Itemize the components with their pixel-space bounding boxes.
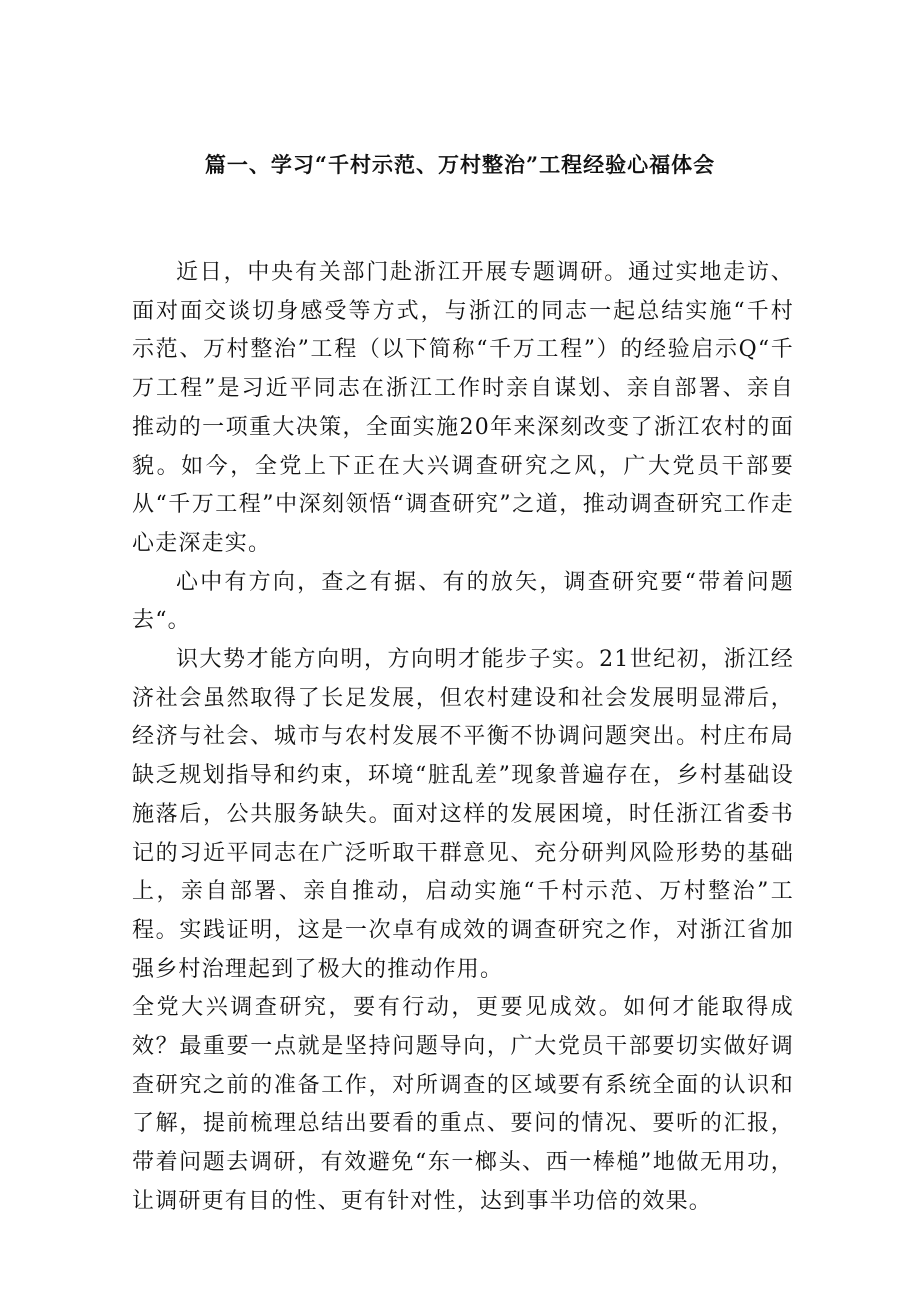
- paragraph-subheading: 心中有方向，查之有据、有的放矢，调查研究要“带着问题去“。: [132, 569, 794, 634]
- paragraph-effect: 全党大兴调查研究，要有行动，更要见成效。如何才能取得成效？最重要一点就是坚持问题导向，广大党员干部要切实做好调查研究之前的准备工作，对所调查的区域要有系统全面的认识和了解，提前梳理总结出要看的重点、要问的情况、要听的汇报，带着问题去调研，有效避免“东一榔头、西一棒槌”地做无用功，让调研更有目的性、更有针对性，达到事半功倍的效果。: [132, 995, 794, 1214]
- document-title: 篇一、学习“千村示范、万村整治”工程经验心福体会: [204, 152, 716, 177]
- paragraph-background: 识大势才能方向明，方向明才能步子实。21世纪初，浙江经济社会虽然取得了长足发展，但农村建设和社会发展明显滞后，经济与社会、城市与农村发展不平衡不协调问题突出。村庄布局缺乏规划指导和约束，环境“脏乱差”现象普遍存在，乡村基础设施落后，公共服务缺失。面对这样的发展困境，时任浙江省委书记的习近平同志在广泛听取干群意见、充分研判风险形势的基础上，亲自部署、亲自推动，启动实施“千村示范、万村整治”工程。实践证明，这是一次卓有成效的调查研究之作，对浙江省加强乡村治理起到了极大的推动作用。: [132, 647, 794, 982]
- paragraph-intro: 近日，中央有关部门赴浙江开展专题调研。通过实地走访、面对面交谈切身感受等方式，与浙江的同志一起总结实施“千村示范、万村整治”工程（以下简称“千万工程”）的经验启示Q“千万工程”是习近平同志在浙江工作时亲自谋划、亲自部署、亲自推动的一项重大决策，全面实施20年来深刻改变了浙江农村的面貌。如今，全党上下正在大兴调查研究之风，广大党员干部要从“千万工程”中深刻领悟“调查研究”之道，推动调查研究工作走心走深走实。: [132, 260, 794, 556]
- document-body: [132, 254, 794, 1222]
